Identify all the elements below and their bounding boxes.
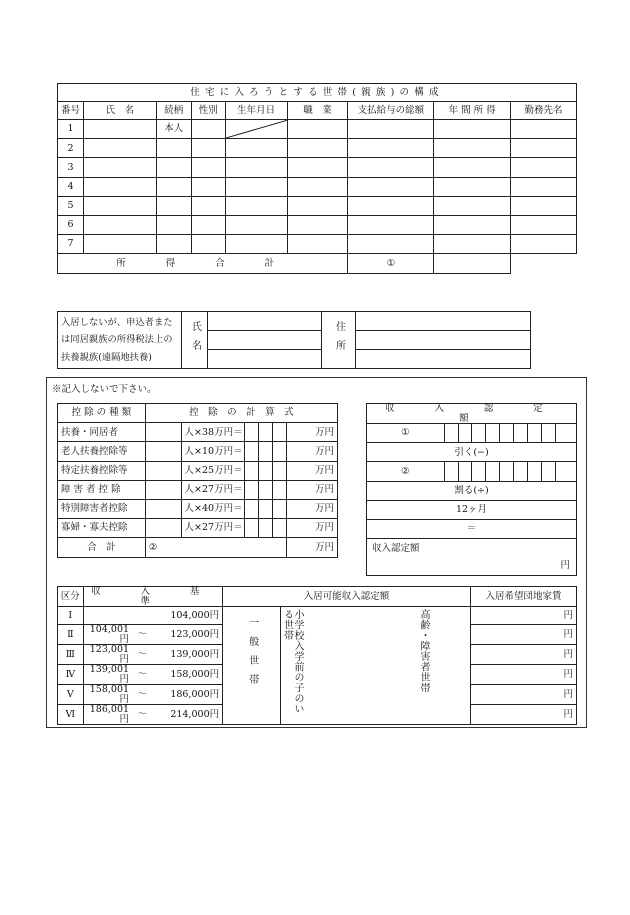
- range-to: 186,000円: [153, 685, 223, 705]
- income-result-label: 収入認定額: [372, 543, 420, 555]
- income-recognition-header: 収 入 認 定 額: [367, 404, 577, 424]
- salary-cell[interactable]: [348, 139, 434, 158]
- table-row: [58, 215, 577, 234]
- row-number: 2: [58, 139, 84, 158]
- deduction-type: 扶養・同居者: [58, 423, 146, 442]
- subtract-label: 引く(−): [367, 443, 577, 462]
- months-label: 12ヶ月: [367, 500, 577, 519]
- mark-1: ①: [367, 424, 445, 443]
- salary-cell[interactable]: [348, 177, 434, 196]
- table-row: [58, 120, 577, 139]
- class-label: Ⅳ: [58, 665, 84, 685]
- household-table: [57, 83, 577, 274]
- class-label: Ⅲ: [58, 645, 84, 665]
- unit-label: 万円: [287, 499, 338, 518]
- deduction-type: 老人扶養控除等: [58, 442, 146, 461]
- digit-box[interactable]: [273, 423, 287, 442]
- range-tilde: ～: [132, 685, 153, 705]
- digit-box[interactable]: [245, 423, 259, 442]
- sex-cell[interactable]: [191, 196, 225, 215]
- allowed-header: 入居可能収入認定額: [223, 587, 471, 607]
- birthdate-cell[interactable]: [225, 177, 287, 196]
- range-from: [83, 607, 132, 625]
- range-from: 186,001円: [83, 705, 132, 725]
- table-row: [58, 480, 338, 499]
- income-row-2: [367, 462, 577, 481]
- deduction-calc-header: 控 除 の 計 算 式: [145, 404, 337, 423]
- salary-cell[interactable]: [348, 215, 434, 234]
- office-note: ※記入しないで下さい。: [52, 384, 157, 395]
- blank-cell: [511, 254, 577, 273]
- sex-cell[interactable]: [191, 235, 225, 254]
- criteria-table: [57, 586, 577, 725]
- deduction-formula: 人×25万円＝: [181, 461, 245, 480]
- range-tilde: [132, 607, 153, 625]
- occupation-cell[interactable]: [287, 215, 348, 234]
- range-from: 158,001円: [83, 685, 132, 705]
- employer-cell[interactable]: [511, 120, 577, 139]
- digit-box[interactable]: [259, 461, 273, 480]
- income-cell[interactable]: [434, 158, 511, 177]
- sex-cell[interactable]: [191, 139, 225, 158]
- digit-box[interactable]: [556, 424, 577, 443]
- unit-label: 万円: [287, 423, 338, 442]
- sex-cell[interactable]: [191, 177, 225, 196]
- income-result-cell[interactable]: [367, 539, 577, 576]
- digit-box[interactable]: [245, 519, 259, 538]
- table-row: [58, 196, 577, 215]
- digit-box[interactable]: [556, 462, 577, 481]
- digit-box[interactable]: [259, 423, 273, 442]
- salary-cell[interactable]: [348, 196, 434, 215]
- row-number: 4: [58, 177, 84, 196]
- col-occupation: 職 業: [287, 102, 348, 120]
- occupation-cell[interactable]: [287, 235, 348, 254]
- row-number: 5: [58, 196, 84, 215]
- occupation-cell[interactable]: [287, 158, 348, 177]
- digit-box[interactable]: [458, 462, 472, 481]
- digit-box[interactable]: [259, 442, 273, 461]
- range-tilde: ～: [132, 665, 153, 685]
- range-to: 214,000円: [153, 705, 223, 725]
- household-header-row: [58, 102, 577, 120]
- nonresident-table: [57, 311, 531, 369]
- salary-cell[interactable]: [348, 235, 434, 254]
- digit-box[interactable]: [528, 462, 542, 481]
- elderly-household-cell: [417, 607, 470, 725]
- deduction-total-row: [58, 538, 338, 557]
- digit-box[interactable]: [245, 480, 259, 499]
- name-cell[interactable]: [83, 177, 156, 196]
- employer-cell[interactable]: [511, 139, 577, 158]
- deduction-formula: 人×27万円＝: [181, 519, 245, 538]
- unit-label: 万円: [287, 461, 338, 480]
- name-cell[interactable]: [83, 235, 156, 254]
- income-total-label: 所 得 合 計: [58, 254, 348, 273]
- dependent-address-field[interactable]: [356, 331, 531, 350]
- range-to: 139,000円: [153, 645, 223, 665]
- relation-cell[interactable]: [156, 215, 191, 234]
- deduction-table: [57, 403, 338, 558]
- salary-cell[interactable]: [348, 120, 434, 139]
- digit-box[interactable]: [259, 480, 273, 499]
- income-total-value[interactable]: [434, 254, 511, 273]
- employer-cell[interactable]: [511, 215, 577, 234]
- digit-box[interactable]: [486, 462, 500, 481]
- range-from: 104,001円: [83, 625, 132, 645]
- occupation-cell[interactable]: [287, 139, 348, 158]
- divide-label: 割る(÷): [367, 481, 577, 500]
- count-box[interactable]: [145, 442, 181, 461]
- digit-box[interactable]: [500, 462, 514, 481]
- employer-cell[interactable]: [511, 196, 577, 215]
- count-box[interactable]: [145, 461, 181, 480]
- employer-cell[interactable]: [511, 235, 577, 254]
- deduction-type: 障 害 者 控 除: [58, 480, 146, 499]
- range-to: 123,000円: [153, 625, 223, 645]
- name-label: 氏名: [182, 312, 208, 369]
- income-cell[interactable]: [434, 139, 511, 158]
- class-header: 区分: [58, 587, 84, 607]
- row-number: 6: [58, 215, 84, 234]
- employer-cell[interactable]: [511, 177, 577, 196]
- birthdate-cell[interactable]: [225, 158, 287, 177]
- unit-label: 万円: [287, 480, 338, 499]
- range-tilde: ～: [132, 705, 153, 725]
- dependent-name-field[interactable]: [208, 312, 322, 331]
- deduction-formula: 人×27万円＝: [181, 480, 245, 499]
- range-tilde: ～: [132, 645, 153, 665]
- digit-box[interactable]: [500, 424, 514, 443]
- col-name: 氏 名: [83, 102, 156, 120]
- name-cell[interactable]: [83, 215, 156, 234]
- rent-unit: 円: [470, 645, 576, 665]
- deduction-total-unit: 万円: [287, 538, 338, 557]
- class-label: Ⅰ: [58, 607, 84, 625]
- row-number: 1: [58, 120, 84, 139]
- income-total-mark: ①: [348, 254, 434, 273]
- income-row-1: [367, 424, 577, 443]
- unit-label: 万円: [287, 519, 338, 538]
- deduction-formula: 人×40万円＝: [181, 499, 245, 518]
- child-household-label: 小学校入学前の子のいる世帯: [281, 609, 303, 714]
- digit-box[interactable]: [273, 442, 287, 461]
- occupation-cell[interactable]: [287, 177, 348, 196]
- dependent-name-field[interactable]: [208, 331, 322, 350]
- col-employer: 勤務先名: [511, 102, 577, 120]
- rent-unit: 円: [470, 625, 576, 645]
- col-annual-income: 年 間 所 得: [434, 102, 511, 120]
- dependent-address-field[interactable]: [356, 350, 531, 369]
- dependent-address-field[interactable]: [356, 312, 531, 331]
- equals-label: ＝: [367, 519, 577, 538]
- rent-header: 入居希望団地家賃: [470, 587, 576, 607]
- row-number: 7: [58, 235, 84, 254]
- income-cell[interactable]: [434, 235, 511, 254]
- digit-box[interactable]: [542, 462, 556, 481]
- rent-unit: 円: [470, 685, 576, 705]
- address-label: 住所: [322, 312, 356, 369]
- sex-cell[interactable]: [191, 215, 225, 234]
- income-cell[interactable]: [434, 196, 511, 215]
- rent-unit: 円: [470, 705, 576, 725]
- salary-cell[interactable]: [348, 158, 434, 177]
- table-row: [58, 499, 338, 518]
- table-row: [58, 235, 577, 254]
- deduction-type: 特別障害者控除: [58, 499, 146, 518]
- table-row: [58, 519, 338, 538]
- range-tilde: ～: [132, 625, 153, 645]
- digit-box[interactable]: [514, 462, 528, 481]
- relation-cell[interactable]: [156, 158, 191, 177]
- deduction-formula: 人×10万円＝: [181, 442, 245, 461]
- deduction-total-label: 合 計: [58, 538, 146, 557]
- col-relation: 続柄: [156, 102, 191, 120]
- name-cell[interactable]: [83, 196, 156, 215]
- sex-cell[interactable]: [191, 120, 225, 139]
- class-label: Ⅱ: [58, 625, 84, 645]
- digit-box[interactable]: [273, 519, 287, 538]
- table-row: [58, 423, 338, 442]
- relation-cell: 本人: [156, 120, 191, 139]
- household-title: 住宅に入ろうとする世帯(親族)の構成: [58, 84, 577, 102]
- digit-box[interactable]: [273, 499, 287, 518]
- relation-cell[interactable]: [156, 139, 191, 158]
- occupation-cell[interactable]: [287, 120, 348, 139]
- income-result-unit: 円: [560, 559, 570, 571]
- relation-cell[interactable]: [156, 177, 191, 196]
- rent-unit: 円: [470, 607, 576, 625]
- employer-cell[interactable]: [511, 158, 577, 177]
- digit-box[interactable]: [542, 424, 556, 443]
- digit-box[interactable]: [245, 442, 259, 461]
- table-row: [58, 442, 338, 461]
- col-sex: 性別: [191, 102, 225, 120]
- digit-box[interactable]: [273, 461, 287, 480]
- elderly-household-label: 高齢・障害者世帯: [417, 609, 429, 693]
- diagonal-line: [226, 120, 287, 138]
- col-salary: 支払給与の総額: [348, 102, 434, 120]
- count-box[interactable]: [145, 423, 181, 442]
- name-cell[interactable]: [83, 139, 156, 158]
- count-box[interactable]: [145, 480, 181, 499]
- table-row: [58, 177, 577, 196]
- digit-box[interactable]: [245, 461, 259, 480]
- digit-box[interactable]: [472, 424, 486, 443]
- col-number: 番号: [58, 102, 84, 120]
- deduction-type-header: 控 除 の 種 類: [58, 404, 146, 423]
- digit-box[interactable]: [259, 499, 273, 518]
- count-box[interactable]: [145, 519, 181, 538]
- range-from: 123,001円: [83, 645, 132, 665]
- digit-box[interactable]: [528, 424, 542, 443]
- relation-cell[interactable]: [156, 235, 191, 254]
- income-cell[interactable]: [434, 177, 511, 196]
- class-label: Ⅴ: [58, 685, 84, 705]
- dependent-name-field[interactable]: [208, 350, 322, 369]
- digit-box[interactable]: [472, 462, 486, 481]
- deduction-type: 寡婦・寡夫控除: [58, 519, 146, 538]
- table-row: [58, 461, 338, 480]
- class-label: Ⅵ: [58, 705, 84, 725]
- mark-2: ②: [367, 462, 445, 481]
- general-household-cell: [223, 607, 281, 725]
- digit-box[interactable]: [444, 424, 458, 443]
- occupation-cell[interactable]: [287, 196, 348, 215]
- digit-box[interactable]: [245, 499, 259, 518]
- digit-box[interactable]: [514, 424, 528, 443]
- general-household-label: 一般世帯: [246, 617, 258, 693]
- digit-box[interactable]: [444, 462, 458, 481]
- sex-cell[interactable]: [191, 158, 225, 177]
- deduction-total-mark: ②: [145, 538, 286, 557]
- birthdate-cell-disabled: [225, 120, 287, 139]
- table-row: [58, 139, 577, 158]
- rent-unit: 円: [470, 665, 576, 685]
- income-cell[interactable]: [434, 215, 511, 234]
- birthdate-cell[interactable]: [225, 215, 287, 234]
- range-from: 139,001円: [83, 665, 132, 685]
- digit-box[interactable]: [458, 424, 472, 443]
- col-birthdate: 生年月日: [225, 102, 287, 120]
- range-to: 158,000円: [153, 665, 223, 685]
- child-household-cell: [280, 607, 417, 725]
- birthdate-cell[interactable]: [225, 139, 287, 158]
- deduction-type: 特定扶養控除等: [58, 461, 146, 480]
- table-row: [58, 607, 577, 625]
- name-cell[interactable]: [83, 158, 156, 177]
- name-cell[interactable]: [83, 120, 156, 139]
- nonresident-label: 入居しないが、申込者または同居親族の所得税法上の扶養親族(遠隔地扶養): [58, 312, 182, 369]
- unit-label: 万円: [287, 442, 338, 461]
- table-row: [58, 158, 577, 177]
- birthdate-cell[interactable]: [225, 196, 287, 215]
- count-box[interactable]: [145, 499, 181, 518]
- deduction-formula: 人×38万円＝: [181, 423, 245, 442]
- range-to: 104,000円: [153, 607, 223, 625]
- income-cell[interactable]: [434, 120, 511, 139]
- income-recognition-table: [366, 403, 583, 576]
- standard-header: 収 入 基 準: [83, 587, 223, 607]
- relation-cell[interactable]: [156, 196, 191, 215]
- digit-box[interactable]: [259, 519, 273, 538]
- income-total-row: [58, 254, 577, 273]
- digit-box[interactable]: [486, 424, 500, 443]
- row-number: 3: [58, 158, 84, 177]
- digit-box[interactable]: [273, 480, 287, 499]
- birthdate-cell[interactable]: [225, 235, 287, 254]
